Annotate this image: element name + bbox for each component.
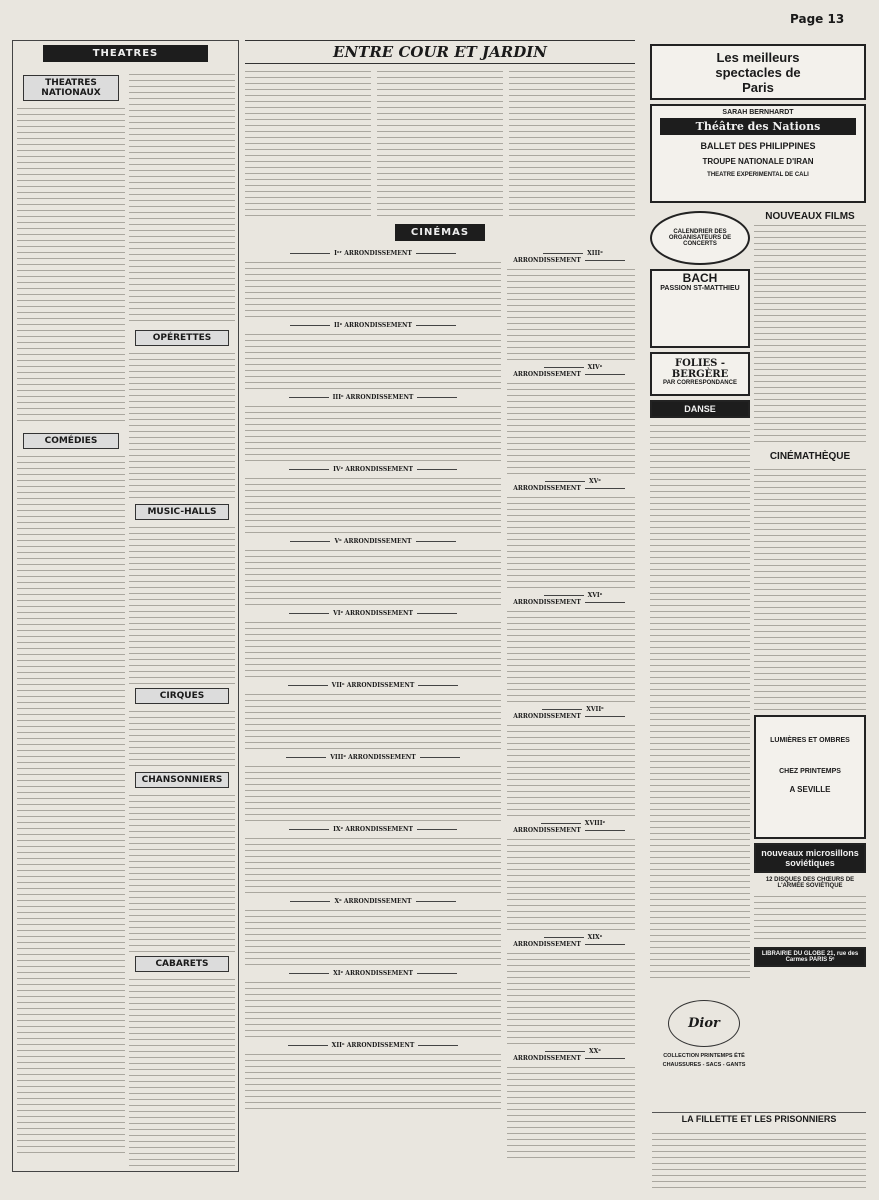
cinemas-heading: CINÉMAS [395,224,485,241]
operettes-heading: OPÉRETTES [135,330,229,346]
seville: A SEVILLE [789,785,831,794]
section-header: ENTRE COUR ET JARDIN [245,40,635,64]
music-halls-heading: MUSIC-HALLS [135,504,229,520]
arrondissement-listing [507,494,635,589]
arrondissement-listing [507,950,635,1045]
arrondissement-heading: XIᵉ ARRONDISSEMENT [245,970,501,977]
calendrier-concerts: CALENDRIER DES ORGANISATEURS DE CONCERTS [668,229,732,247]
arrondissement-heading: XVIIIᵉ ARRONDISSEMENT [507,820,635,834]
lumieres-ombres: LUMIÈRES ET OMBRES [770,737,850,744]
arrondissement-listing [245,331,501,391]
sarah-bernhardt: SARAH BERNHARDT [722,109,794,116]
arrondissement-heading: IVᵉ ARRONDISSEMENT [245,466,501,473]
arrondissement-listing [245,619,501,679]
arrondissement-listing [245,691,501,751]
arrondissement-heading: XVIIᵉ ARRONDISSEMENT [507,706,635,720]
arrondissement-heading: XIIᵉ ARRONDISSEMENT [245,1042,501,1049]
arrondissement-heading: Vᵉ ARRONDISSEMENT [245,538,501,545]
cabarets-heading: CABARETS [135,956,229,972]
dior-logo: Dior [688,1016,720,1031]
arrondissement-heading: XVIᵉ ARRONDISSEMENT [507,592,635,606]
chansonniers-heading: CHANSONNIERS [135,772,229,788]
arrondissement-listing [245,259,501,319]
arrondissement-listing [245,547,501,607]
cirques-heading: CIRQUES [135,688,229,704]
arrondissement-listing [245,907,501,967]
cali-title: THEATRE EXPERIMENTAL DE CALI [707,172,809,178]
passion-title: PASSION ST-MATTHIEU [660,285,740,292]
arrondissement-listing [245,979,501,1039]
arrondissement-listing [507,1064,635,1159]
comedies-heading: COMÉDIES [23,433,119,449]
arrondissement-listing [507,266,635,361]
left-listings [12,40,239,1172]
arrondissement-heading: XVᵉ ARRONDISSEMENT [507,478,635,492]
arrondissement-listing [507,836,635,931]
arrondissement-listing [245,475,501,535]
arrondissement-heading: IXᵉ ARRONDISSEMENT [245,826,501,833]
arrondissement-listing [245,835,501,895]
page-number: Page 13 [790,12,845,26]
fillette-title: LA FILLETTE ET LES PRISONNIERS [681,1114,837,1124]
arrondissement-heading: XIIIᵉ ARRONDISSEMENT [507,250,635,264]
arrondissement-heading: XXᵉ ARRONDISSEMENT [507,1048,635,1062]
nations-title: Théâtre des Nations [660,118,856,135]
arrondissement-listing [507,722,635,817]
globe: LIBRAIRIE DU GLOBE 21, rue des Carmes PARIS 5ᵉ [754,947,866,967]
dior-ad [652,1000,756,1110]
printemps: CHEZ PRINTEMPS [779,768,841,775]
arrondissement-heading: IIIᵉ ARRONDISSEMENT [245,394,501,401]
arrondissement-heading: IIᵉ ARRONDISSEMENT [245,322,501,329]
danse-heading: DANSE [650,400,750,418]
folies-title: FOLIES - BERGÈRE [671,358,729,380]
arrondissement-listing [507,608,635,703]
nouveaux-films: NOUVEAUX FILMS [765,211,855,222]
arrondissement-heading: VIᵉ ARRONDISSEMENT [245,610,501,617]
middle-section [245,40,635,1170]
arrondissement-listing [245,403,501,463]
arrondissement-heading: XIVᵉ ARRONDISSEMENT [507,364,635,378]
theatres-nationaux-heading: THEATRES NATIONAUX [23,75,119,101]
arrondissements-left [245,247,501,1159]
bach-title: BACH [682,271,718,285]
best-shows-title: Les meilleurs spectacles de Paris [715,49,801,95]
arrondissement-listing [245,1051,501,1111]
arrondissement-listing [245,763,501,823]
nouveaux-micro: nouveaux microsillons soviétiques [754,843,866,873]
arrondissement-heading: VIIᵉ ARRONDISSEMENT [245,682,501,689]
arrondissement-heading: Iᵉʳ ARRONDISSEMENT [245,250,501,257]
folies-sub: PAR CORRESPONDANCE [663,380,737,386]
arrondissement-heading: XIXᵉ ARRONDISSEMENT [507,934,635,948]
arrondissements-right [507,247,635,1159]
theatres-heading: THEATRES [43,45,208,62]
collection: COLLECTION PRINTEMPS ÉTÉ [663,1053,745,1059]
chaussures: CHAUSSURES - SACS - GANTS [662,1062,746,1068]
ballet-title: BALLET DES PHILIPPINES [700,141,816,151]
arrondissement-heading: Xᵉ ARRONDISSEMENT [245,898,501,905]
arrondissement-listing [507,380,635,475]
disques: 12 DISQUES DES CHŒURS DE L'ARMÉE SOVIÉTIQUE [765,877,855,889]
troupe-title: TROUPE NATIONALE D'IRAN [702,157,814,166]
cinematheque: CINÉMATHÈQUE [769,451,851,462]
arrondissement-heading: VIIIᵉ ARRONDISSEMENT [245,754,501,761]
